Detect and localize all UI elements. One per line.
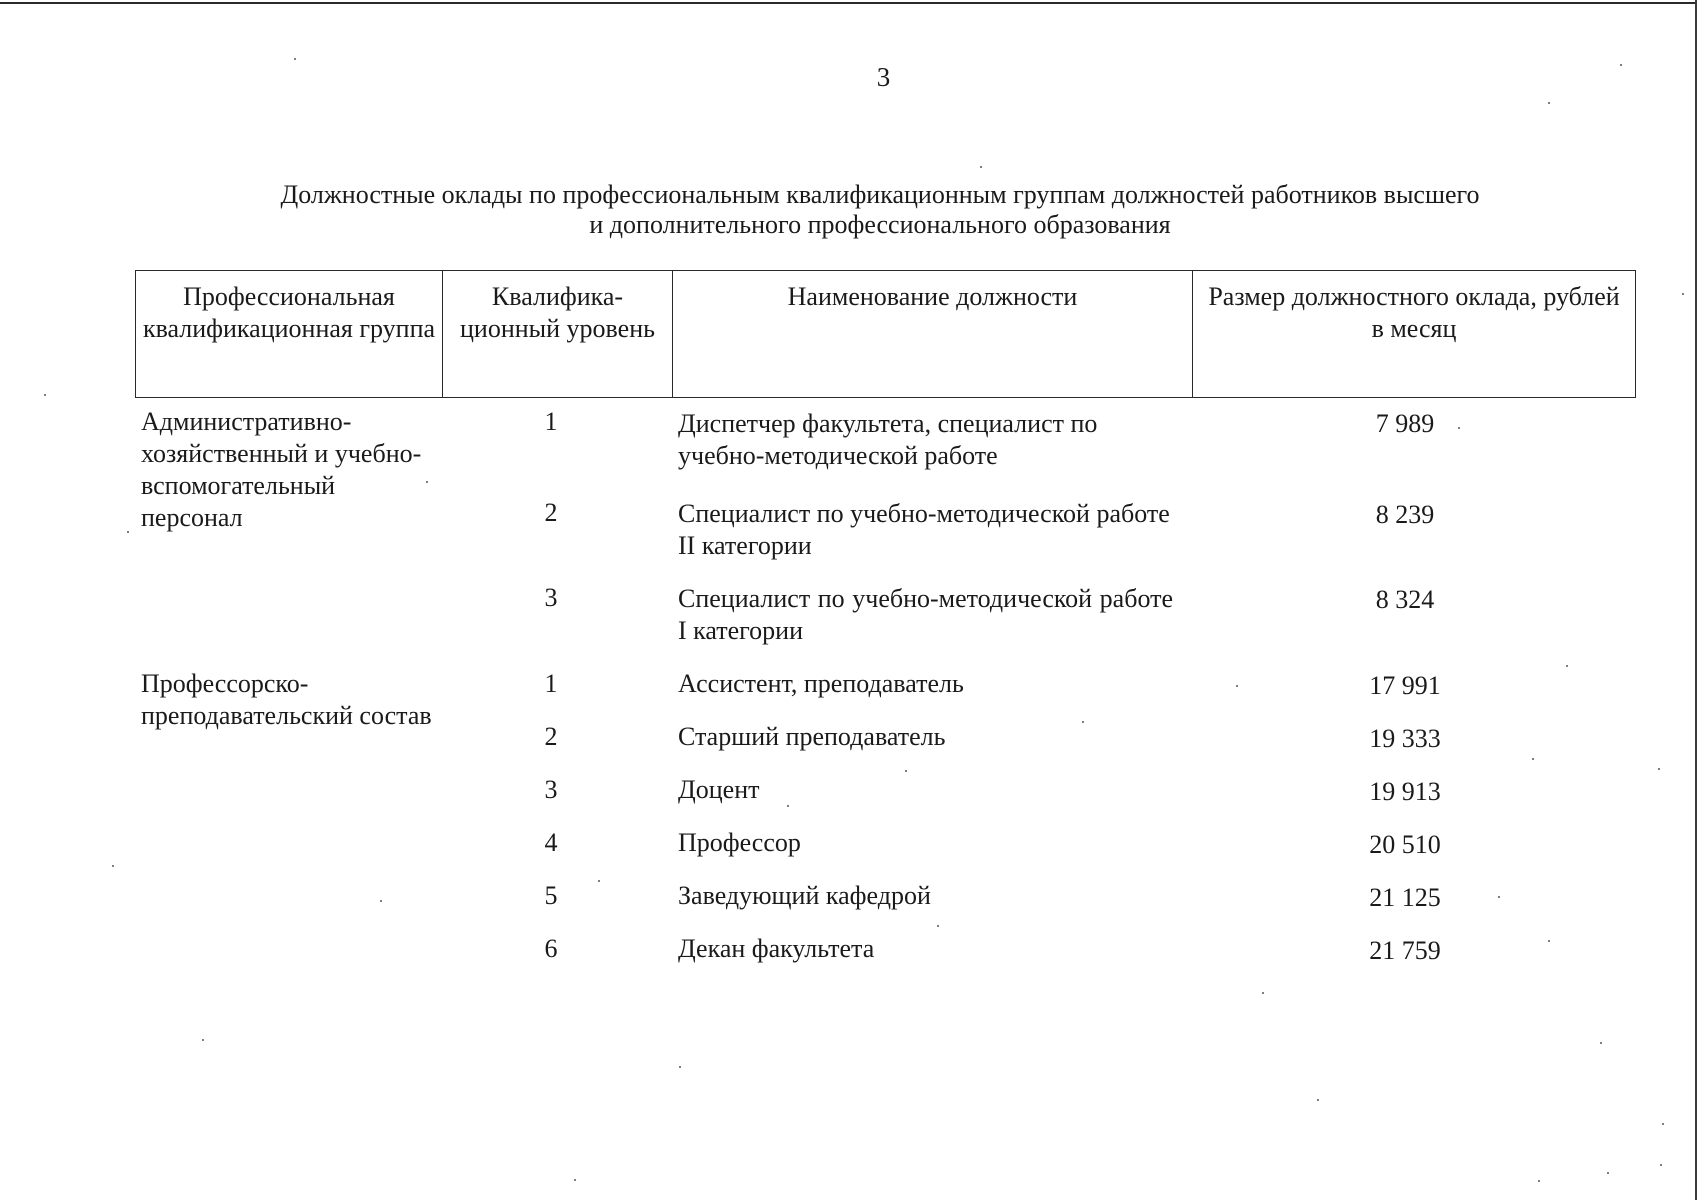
scan-speck [202, 1039, 204, 1041]
row-salary: 8 324 [1375, 585, 1435, 614]
page-number: 3 [876, 62, 891, 92]
scan-speck [1682, 293, 1684, 295]
row-position: Специалист по учебно-методической работе I категории [678, 584, 1173, 645]
row-level: 2 [544, 498, 558, 527]
scan-speck [1600, 1042, 1602, 1044]
row-level: 3 [544, 583, 558, 612]
row-salary: 7 989 [1375, 409, 1435, 438]
scan-speck [1498, 896, 1500, 898]
row-level: 4 [544, 828, 558, 857]
scan-speck [1532, 758, 1534, 760]
scan-speck [679, 1066, 681, 1068]
group-label-admin: Административно-хозяйственный и учебно-вспомогательный персонал [141, 407, 422, 532]
header-salary: Размер должностного оклада, рублей в месяц [1193, 271, 1636, 398]
scan-speck [1262, 992, 1264, 994]
row-level: 2 [544, 722, 558, 751]
row-position: Профессор [678, 828, 801, 857]
document-title-line-1: Должностные оклады по профессиональным квалификационным группам должностей работников высшего [280, 180, 1480, 209]
row-position: Ассистент, преподаватель [678, 669, 964, 698]
row-position: Специалист по учебно-методической работе II категории [678, 499, 1170, 560]
scan-speck [1660, 1164, 1662, 1166]
scan-speck [1620, 64, 1622, 66]
row-level: 1 [544, 407, 558, 436]
row-salary: 8 239 [1375, 500, 1435, 529]
document-title-line-2: и дополнительного профессионального образования [589, 210, 1171, 239]
row-level: 5 [544, 881, 558, 910]
scan-speck [1662, 1123, 1664, 1125]
header-position-name: Наименование должности [673, 271, 1193, 398]
scan-speck [1566, 665, 1568, 667]
header-qualification-level: Квалифика-ционный уровень [443, 271, 673, 398]
scan-speck [1548, 940, 1550, 942]
scan-speck [380, 900, 382, 902]
row-salary: 19 913 [1369, 777, 1441, 806]
salary-table-header [135, 270, 1636, 398]
row-salary: 21 125 [1369, 883, 1441, 912]
scan-speck [1236, 685, 1238, 687]
row-salary: 21 759 [1369, 936, 1441, 965]
scan-speck [980, 166, 982, 168]
scan-speck [44, 394, 46, 396]
row-level: 1 [544, 669, 558, 698]
row-level: 3 [544, 775, 558, 804]
top-border-line [0, 2, 1697, 4]
scan-speck [787, 805, 789, 807]
scan-speck [1548, 102, 1550, 104]
scan-speck [1458, 427, 1460, 429]
row-position: Диспетчер факультета, специалист по учебно-методической работе [678, 409, 1098, 470]
scan-speck [426, 481, 428, 483]
scan-speck [598, 880, 600, 882]
row-salary: 17 991 [1369, 671, 1441, 700]
row-position: Заведующий кафедрой [678, 881, 931, 910]
row-salary: 20 510 [1369, 830, 1441, 859]
scan-speck [294, 58, 296, 60]
scan-speck [574, 1179, 576, 1181]
scan-speck [1538, 1180, 1540, 1182]
row-salary: 19 333 [1369, 724, 1441, 753]
row-position: Декан факультета [678, 934, 875, 963]
scan-speck [1082, 721, 1084, 723]
scan-speck [1317, 1099, 1319, 1101]
scan-speck [1607, 1172, 1609, 1174]
row-position: Доцент [678, 775, 760, 804]
scan-speck [905, 770, 907, 772]
scan-speck [937, 925, 939, 927]
group-label-faculty: Профессорско-преподавательский состав [141, 669, 432, 730]
scan-speck [127, 531, 129, 533]
header-professional-group: Профессиональная квалификационная группа [136, 271, 443, 398]
row-position: Старший преподаватель [678, 722, 946, 751]
scan-speck [1658, 768, 1660, 770]
document-title [200, 180, 1560, 240]
row-level: 6 [544, 934, 558, 963]
scan-speck [112, 865, 114, 867]
